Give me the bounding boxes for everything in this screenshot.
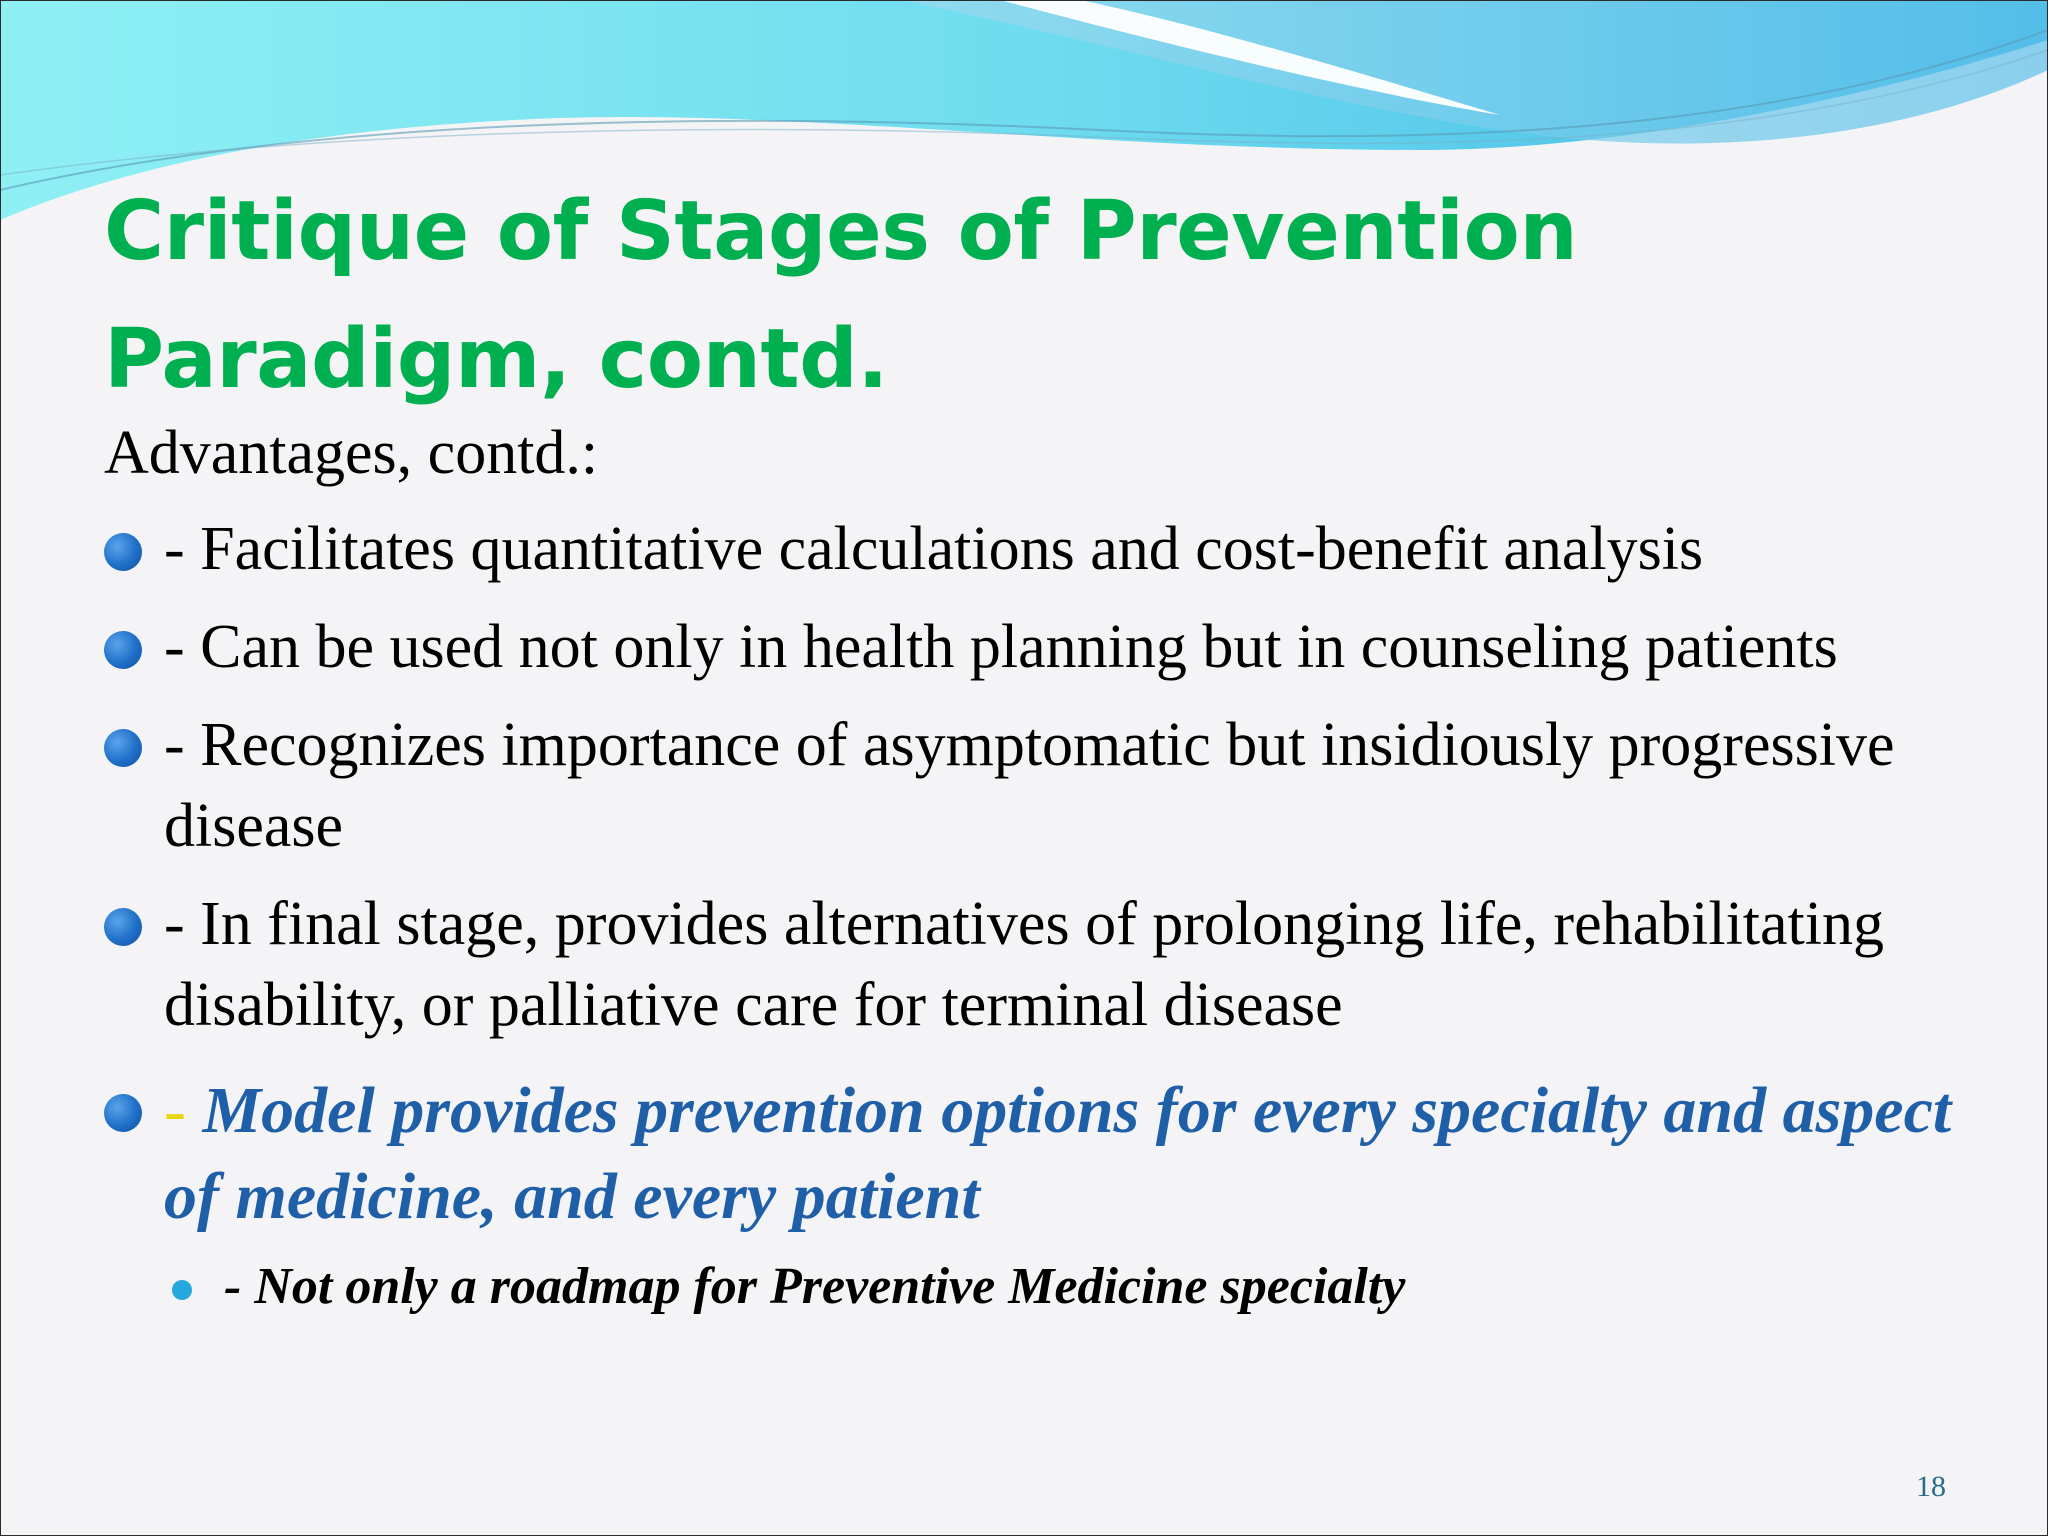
list-item <box>104 509 2004 590</box>
list-item <box>104 607 2004 688</box>
bullet-icon <box>104 1094 142 1132</box>
bullet-icon <box>104 908 142 946</box>
bullet-text: - In final stage, provides alternatives of prolonging life, rehabilitating disability, or palliative care for terminal disease <box>164 890 1884 1039</box>
bullet-icon <box>104 533 142 571</box>
bullet-icon <box>104 729 142 767</box>
bullet-text: - Recognizes importance of asymptomatic but insidiously progressive disease <box>164 711 1895 860</box>
bullet-text: - Can be used not only in health planning but in counseling patients <box>164 613 1838 681</box>
slide-body <box>104 415 2004 1322</box>
sub-bullet-text: - Not only a roadmap for Preventive Medicine specialty <box>224 1258 1406 1315</box>
bullet-text: - Facilitates quantitative calculations and cost-benefit analysis <box>164 515 1704 583</box>
sub-bullet-icon <box>172 1280 192 1300</box>
bullet-icon <box>104 631 142 669</box>
emphasis-text: Model provides prevention options for every specialty and aspect of medicine, and every patient <box>164 1074 1952 1233</box>
list-item <box>104 884 2004 1046</box>
intro-text: Advantages, contd.: <box>104 419 599 487</box>
emphasis-list-item <box>104 1068 2004 1240</box>
sub-list-item <box>104 1252 2004 1322</box>
slide-title: Critique of Stages of Prevention Paradigm, contd. <box>104 184 1578 407</box>
list-item <box>104 705 2004 867</box>
emphasis-dash: - <box>164 1074 186 1147</box>
page-number: 18 <box>1916 1470 1946 1503</box>
